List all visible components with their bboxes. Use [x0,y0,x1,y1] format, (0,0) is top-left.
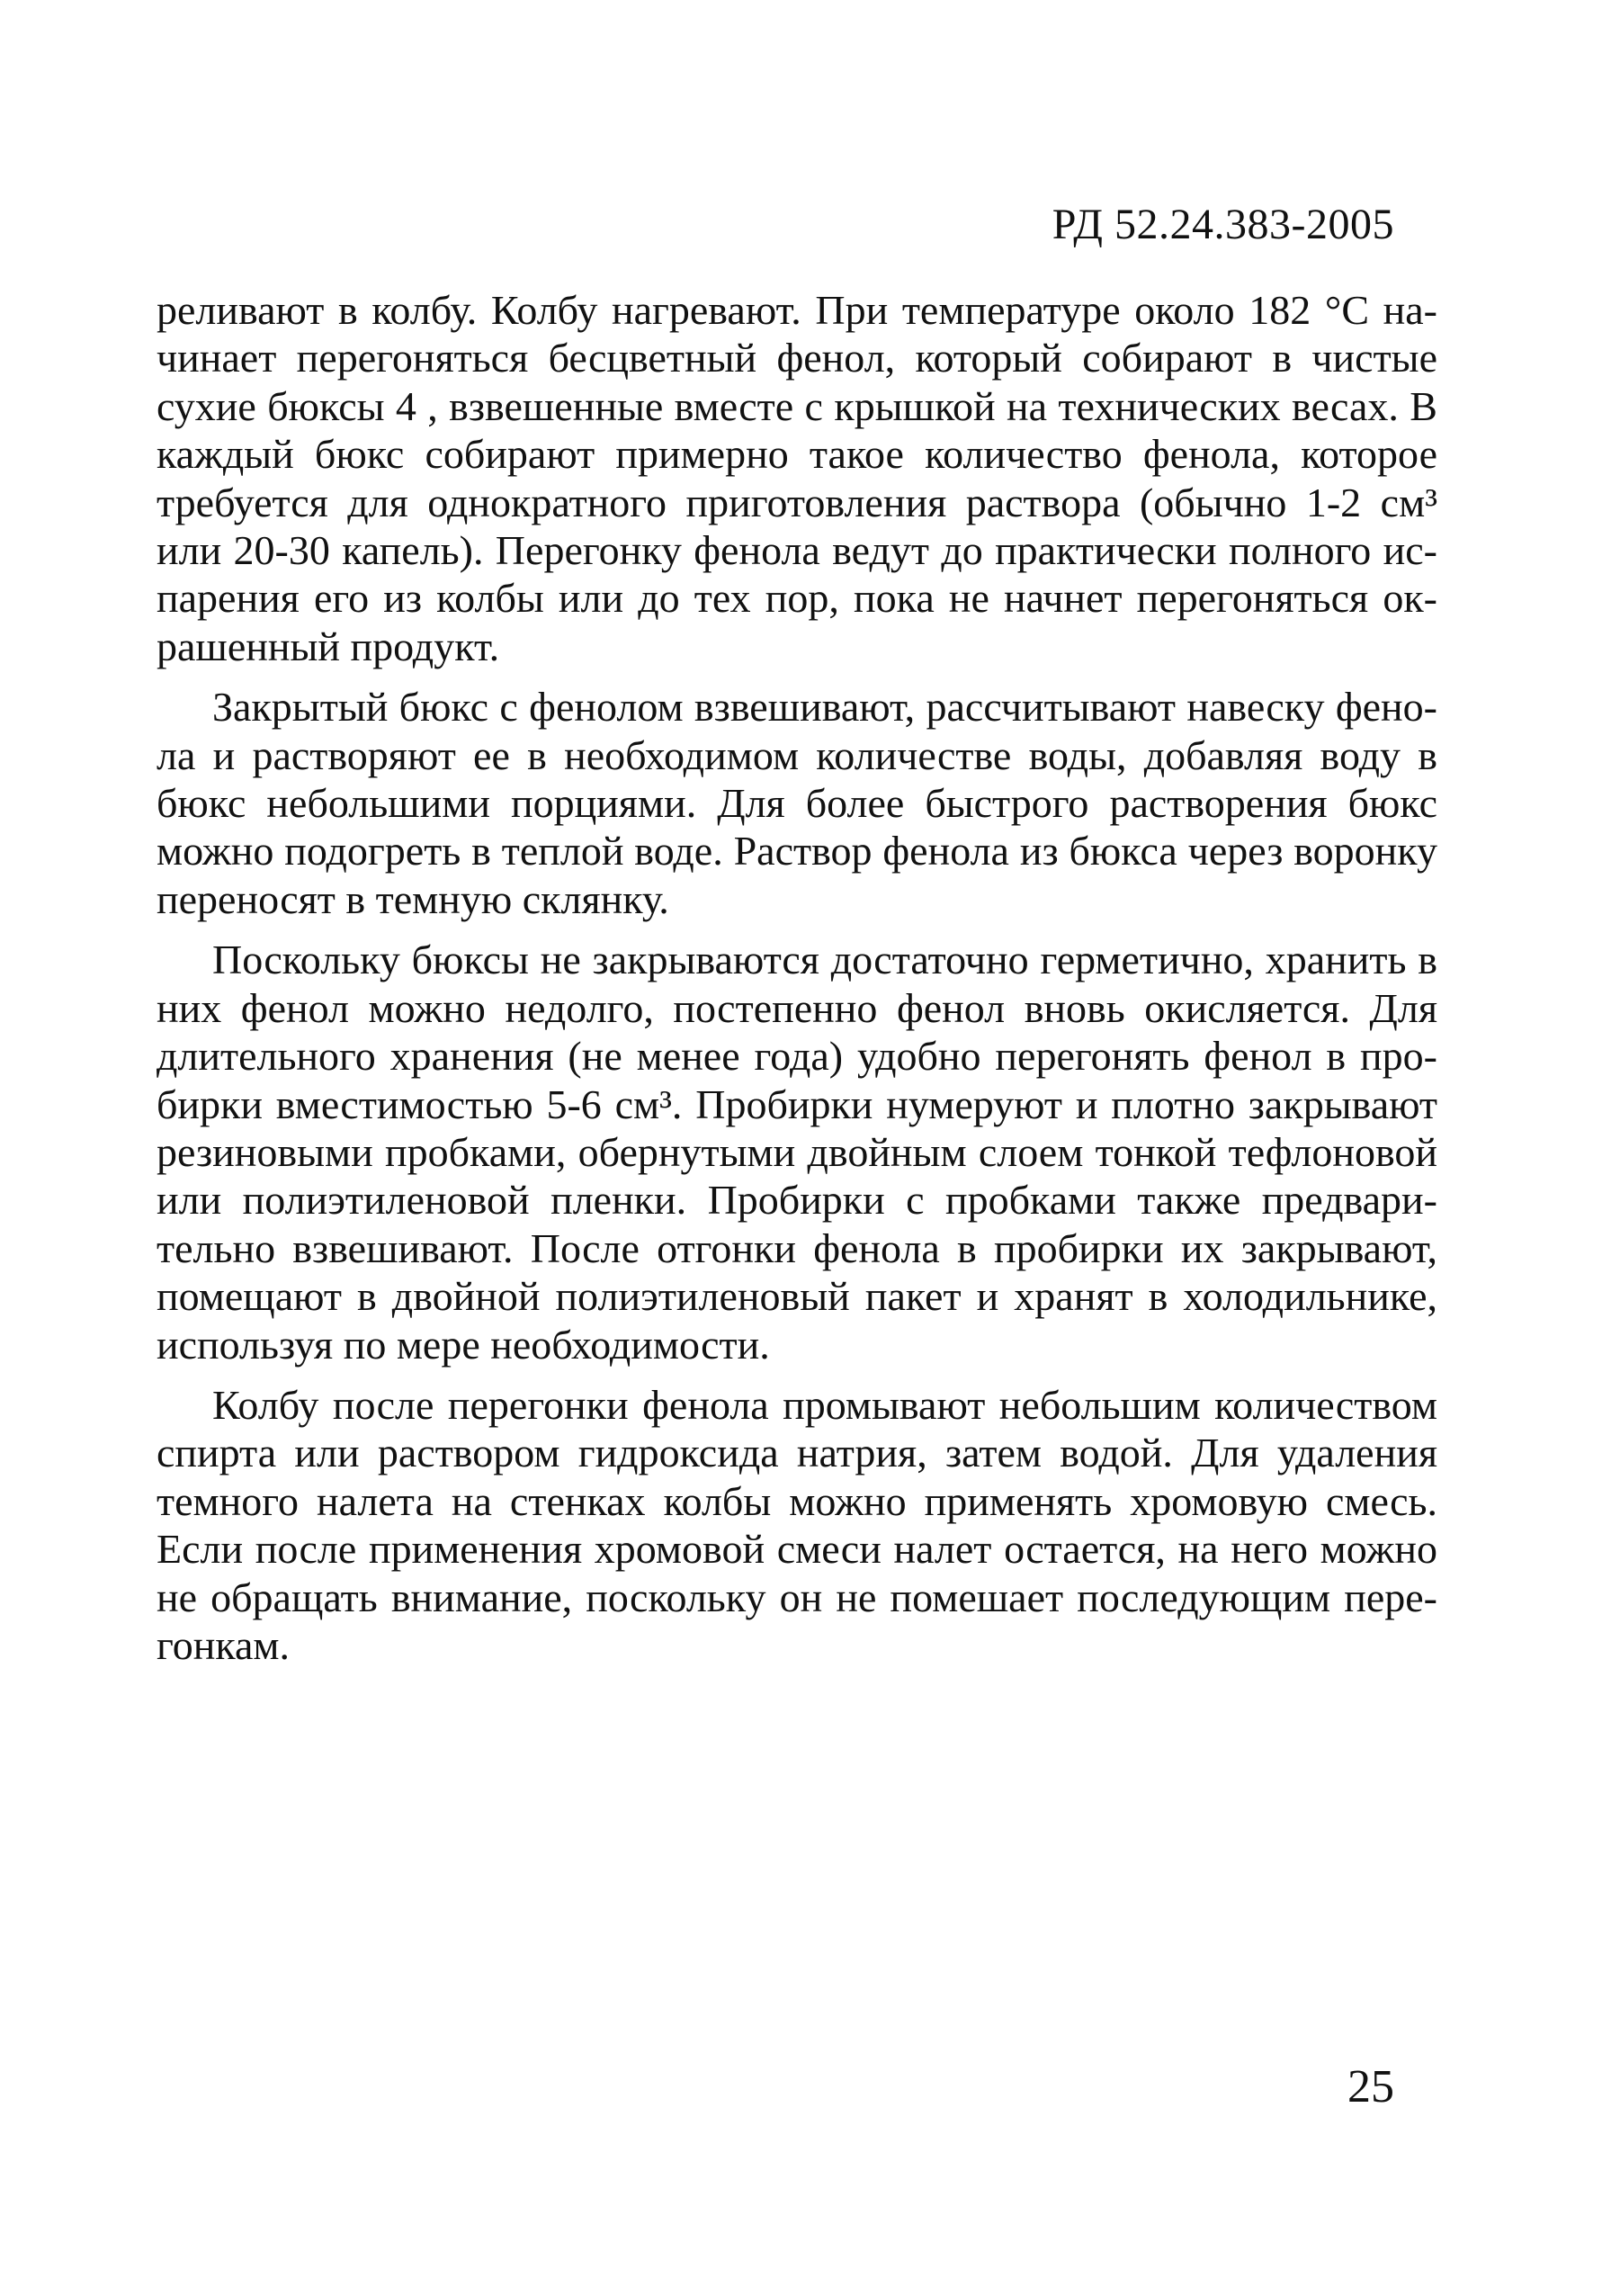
document-code: РД 52.24.383-2005 [1052,201,1394,248]
text-line: парения его из колбы или до тех пор, пока не начнет перегоняться ок- [157,575,1437,622]
paragraph-distillation [157,286,1437,670]
text-line: каждый бюкс собирают примерно такое количество фенола, которое [157,431,1437,478]
text-line: Закрытый бюкс с фенолом взвешивают, рассчитывают навеску фено- [212,684,1437,731]
text-line: ла и растворяют ее в необходимом количестве воды, добавляя воду в [157,731,1437,778]
text-line: можно подогреть в теплой воде. Раствор фенола из бюкса через воронку [157,828,1437,874]
text-line: спирта или раствором гидроксида натрия, затем водой. Для удаления [157,1430,1437,1476]
text-line: Поскольку бюксы не закрываются достаточно герметично, хранить в [212,937,1437,983]
text-line: помещают в двойной полиэтиленовый пакет и хранят в холодильнике, [157,1273,1437,1320]
text-line: резиновыми пробками, обернутыми двойным слоем тонкой тефлоновой [157,1128,1437,1175]
text-line: переносят в темную склянку. [157,875,669,922]
text-line: длительного хранения (не менее года) удобно перегонять фенол в про- [157,1033,1437,1080]
text-line: бирки вместимостью 5-6 см³. Пробирки нумеруют и плотно закрывают [157,1081,1437,1127]
text-line: не обращать внимание, поскольку он не помешает последующим пере- [157,1574,1437,1620]
body-text [157,286,1437,1669]
text-line: или 20-30 капель). Перегонку фенола ведут до практически полного ис- [157,527,1437,574]
text-line: сухие бюксы 4 , взвешенные вместе с крышкой на технических весах. В [157,382,1437,429]
text-line: тельно взвешивают. После отгонки фенола в пробирки их закрывают, [157,1224,1437,1271]
page-number: 25 [1347,2061,1394,2112]
text-line: или полиэтиленовой пленки. Пробирки с пробками также предвари- [157,1177,1437,1224]
paragraph-storage [157,936,1437,1368]
text-line: них фенол можно недолго, постепенно фенол вновь окисляется. Для [157,984,1437,1031]
text-line: реливают в колбу. Колбу нагревают. При температуре около 182 °С на- [157,287,1437,333]
text-line: темного налета на стенках колбы можно применять хромовую смесь. [157,1477,1437,1524]
text-line: требуется для однократного приготовления раствора (обычно 1-2 см³ [157,479,1437,525]
paragraph-cleaning [157,1381,1437,1669]
text-line: бюкс небольшими порциями. Для более быстрого растворения бюкс [157,780,1437,827]
text-line: Колбу после перегонки фенола промывают небольшим количеством [212,1381,1437,1428]
paragraph-weighing [157,683,1437,923]
text-line: чинает перегоняться бесцветный фенол, который собирают в чистые [157,335,1437,381]
text-line: используя по мере необходимости. [157,1321,770,1368]
text-line: Если после применения хромовой смеси налет остается, на него можно [157,1526,1437,1573]
text-line: рашенный продукт. [157,623,500,669]
text-line: гонкам. [157,1621,291,1668]
